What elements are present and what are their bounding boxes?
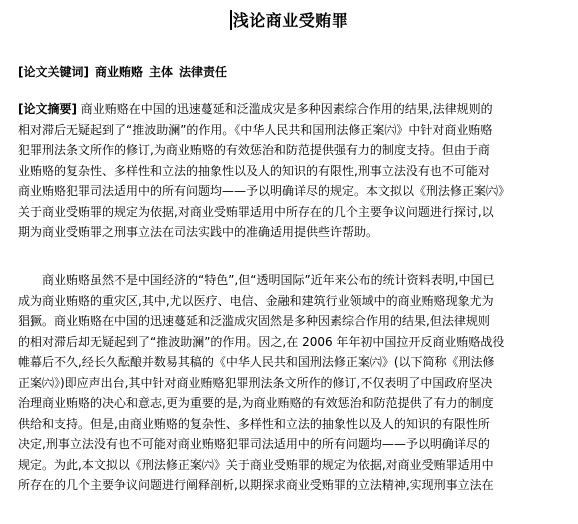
abstract-line: 商业贿赂犯罪司法适用中的所有问题均——予以明确详尽的规定。本文拟以《刑法修正案㈥》 — [18, 184, 511, 198]
title-block — [0, 8, 578, 31]
body-line: 所存在的几个主要争议问题进行阐释剖析,以期探求商业受贿罪的立法精神,实现刑事立法在 — [18, 478, 494, 492]
abstract-line: 期为商业受贿罪之刑事立法在司法实践中的准确适用提供些许帮助。 — [18, 225, 379, 239]
keyword-term: 法律责任 — [179, 65, 228, 79]
body-line: 决定,刑事立法没有也不可能对商业贿赂犯罪司法适用中的所有问题均——予以明确详尽的 — [18, 437, 490, 451]
text-cursor — [230, 10, 232, 30]
body-line: 供给和支持。但是,由商业贿赂的复杂性、多样性和立法的抽象性以及人的知识的有限性所 — [18, 416, 490, 431]
body-line: 治理商业贿赂的决心和意志,更为重要的是,为商业贿赂的有效惩治和防范提供了有力的制度 — [18, 396, 494, 410]
abstract-line: 相对滞后无疑起到了“推波助澜”的作用。《中华人民共和国刑法修正案㈥》中针对商业贿赂 — [18, 122, 493, 137]
keywords-line — [18, 63, 227, 80]
body-line: 猖獗。商业贿赂在中国的迅速蔓延和泛滥成灾固然是多种因素综合作用的结果,但法律规则 — [18, 314, 490, 328]
body-line: 帷幕后不久,经长久酝酿并数易其稿的《中华人民共和国刑法修正案㈥》(以下简称《刑法修 — [18, 355, 495, 369]
abstract-line: 犯罪刑法条文所作的修订,为商业贿赂的有效惩治和防范提供强有力的制度支持。但由于商 — [18, 143, 490, 157]
body-line: 规定。为此,本文拟以《刑法修正案㈥》关于商业受贿罪的规定为依据,对商业受贿罪适用中 — [18, 457, 494, 472]
keyword-term: 主体 — [149, 65, 174, 79]
keyword-term: 商业贿赂 — [94, 65, 143, 79]
abstract-paragraph — [18, 99, 566, 243]
abstract-label: [论文摘要] — [18, 102, 77, 116]
abstract-line: 业贿赂的复杂性、多样性和立法的抽象性以及人的知识的有限性,刑事立法没有也不可能对 — [18, 163, 490, 178]
body-line: 正案㈥》)即应声出台,其中针对商业贿赂犯罪刑法条文所作的修订,不仅表明了中国政府坚决 — [18, 375, 493, 390]
keywords-label: [论文关键词] — [18, 65, 89, 79]
body-line: 的相对滞后却无疑起到了“推波助澜”的作用。因之,在 2006 年年初中国拉开反商业贿赂战役 — [18, 334, 505, 349]
body-line: 商业贿赂虽然不是中国经济的“特色”,但“透明国际”近年来公布的统计资料表明,中国已 — [42, 273, 495, 287]
body-line: 成为商业贿赂的重灾区,其中,尤以医疗、电信、金融和建筑行业领域中的商业贿赂现象尤为 — [18, 293, 494, 308]
abstract-text: 商业贿赂在中国的迅速蔓延和泛滥成灾是多种因素综合作用的结果,法律规则的 — [76, 102, 493, 116]
body-paragraph — [18, 270, 566, 496]
abstract-line — [18, 99, 566, 120]
page-title: 浅论商业受贿罪 — [232, 11, 349, 30]
abstract-line: 关于商业受贿罪的规定为依据,对商业受贿罪适用中所存在的几个主要争议问题进行探讨,以 — [18, 204, 494, 219]
